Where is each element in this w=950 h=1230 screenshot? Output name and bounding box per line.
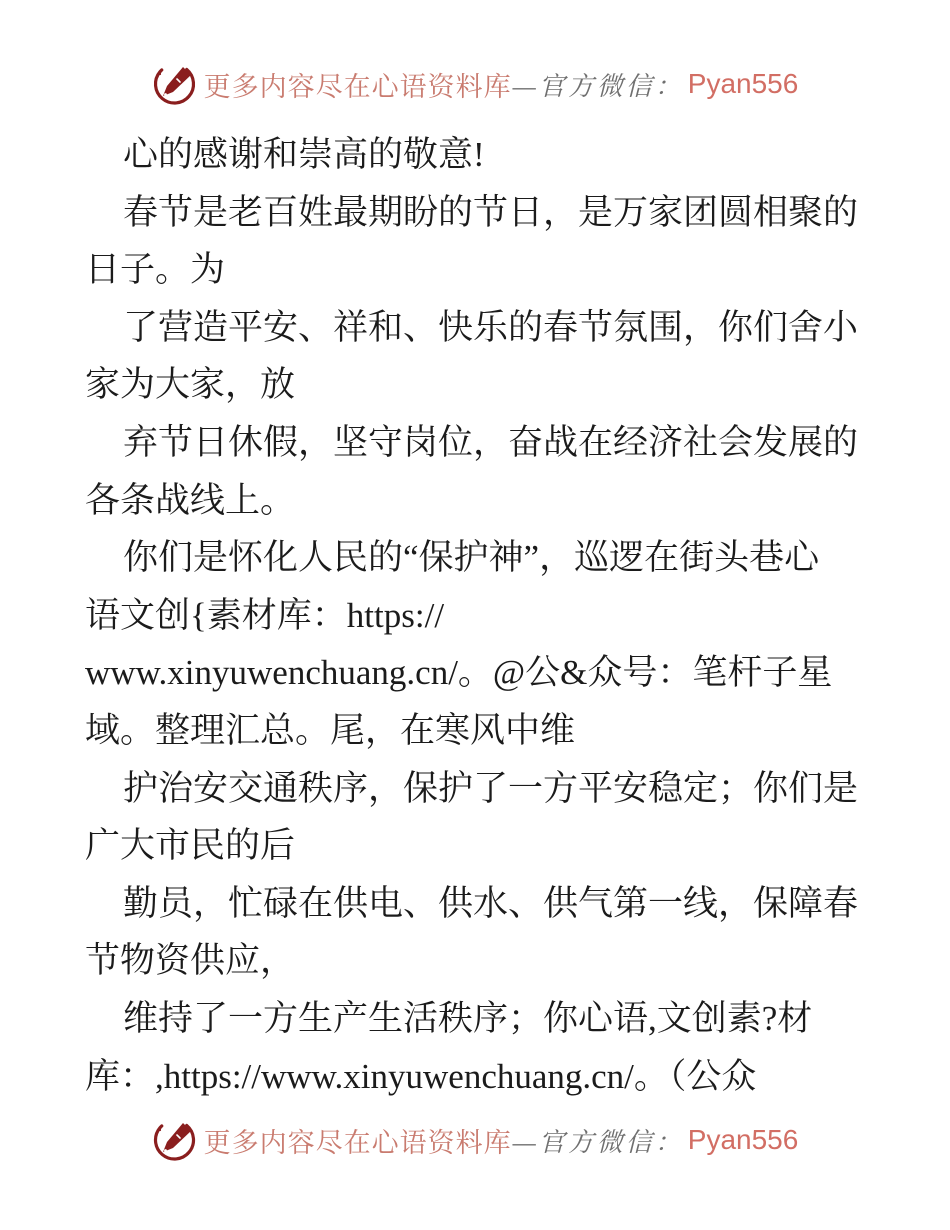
text-line: 护治安交通秩序，保护了一方平安稳定；你们是 [123, 768, 859, 808]
text-line: 弃节日休假，坚守岗位，奋战在经济社会发展的 [123, 422, 859, 462]
wechat-id: Pyan556 [687, 1124, 799, 1155]
pen-nib-logo-icon [152, 1116, 197, 1164]
text-line: 维持了一方生产生活秩序；你心语,文创素?材 [123, 998, 813, 1038]
text-line: 勤员，忙碌在供电、供水、供气第一线，保障春 [123, 883, 859, 923]
text-line: 春节是老百姓最期盼的节日，是万家团圆相聚的 [123, 192, 859, 232]
header-brandbar [0, 60, 950, 108]
wechat-id: Pyan556 [687, 68, 799, 99]
text-line: 语文创{素材库：https:// [85, 595, 445, 635]
text-line: 库：,https://www.xinyuwenchuang.cn/。（公众 [85, 1056, 757, 1096]
document-body [85, 126, 875, 1105]
text-line: 日子。为 [85, 250, 226, 290]
wechat-label: —官方微信： [512, 71, 684, 101]
text-line: 心的感谢和崇高的敬意! [123, 135, 485, 174]
text-line: 域。整理汇总。尾，在寒风中维 [85, 710, 576, 750]
text-line: 家为大家，放 [85, 365, 296, 405]
text-line: 广大市民的后 [85, 826, 296, 866]
brand-text: 更多内容尽在心语资料库 [203, 71, 512, 102]
text-line: 了营造平安、祥和、快乐的春节氛围，你们舍小 [123, 307, 859, 347]
brand-text: 更多内容尽在心语资料库 [203, 1127, 512, 1158]
pen-nib-logo-icon [152, 60, 197, 108]
footer-brandbar [0, 1116, 950, 1164]
text-line: www.xinyuwenchuang.cn/。@公&众号：笔杆子星 [85, 653, 833, 693]
text-line: 各条战线上。 [85, 480, 296, 520]
text-line: 你们是怀化人民的“保护神”，巡逻在街头巷心 [123, 538, 820, 578]
wechat-label: —官方微信： [512, 1127, 684, 1157]
text-line: 节物资供应， [85, 941, 296, 981]
